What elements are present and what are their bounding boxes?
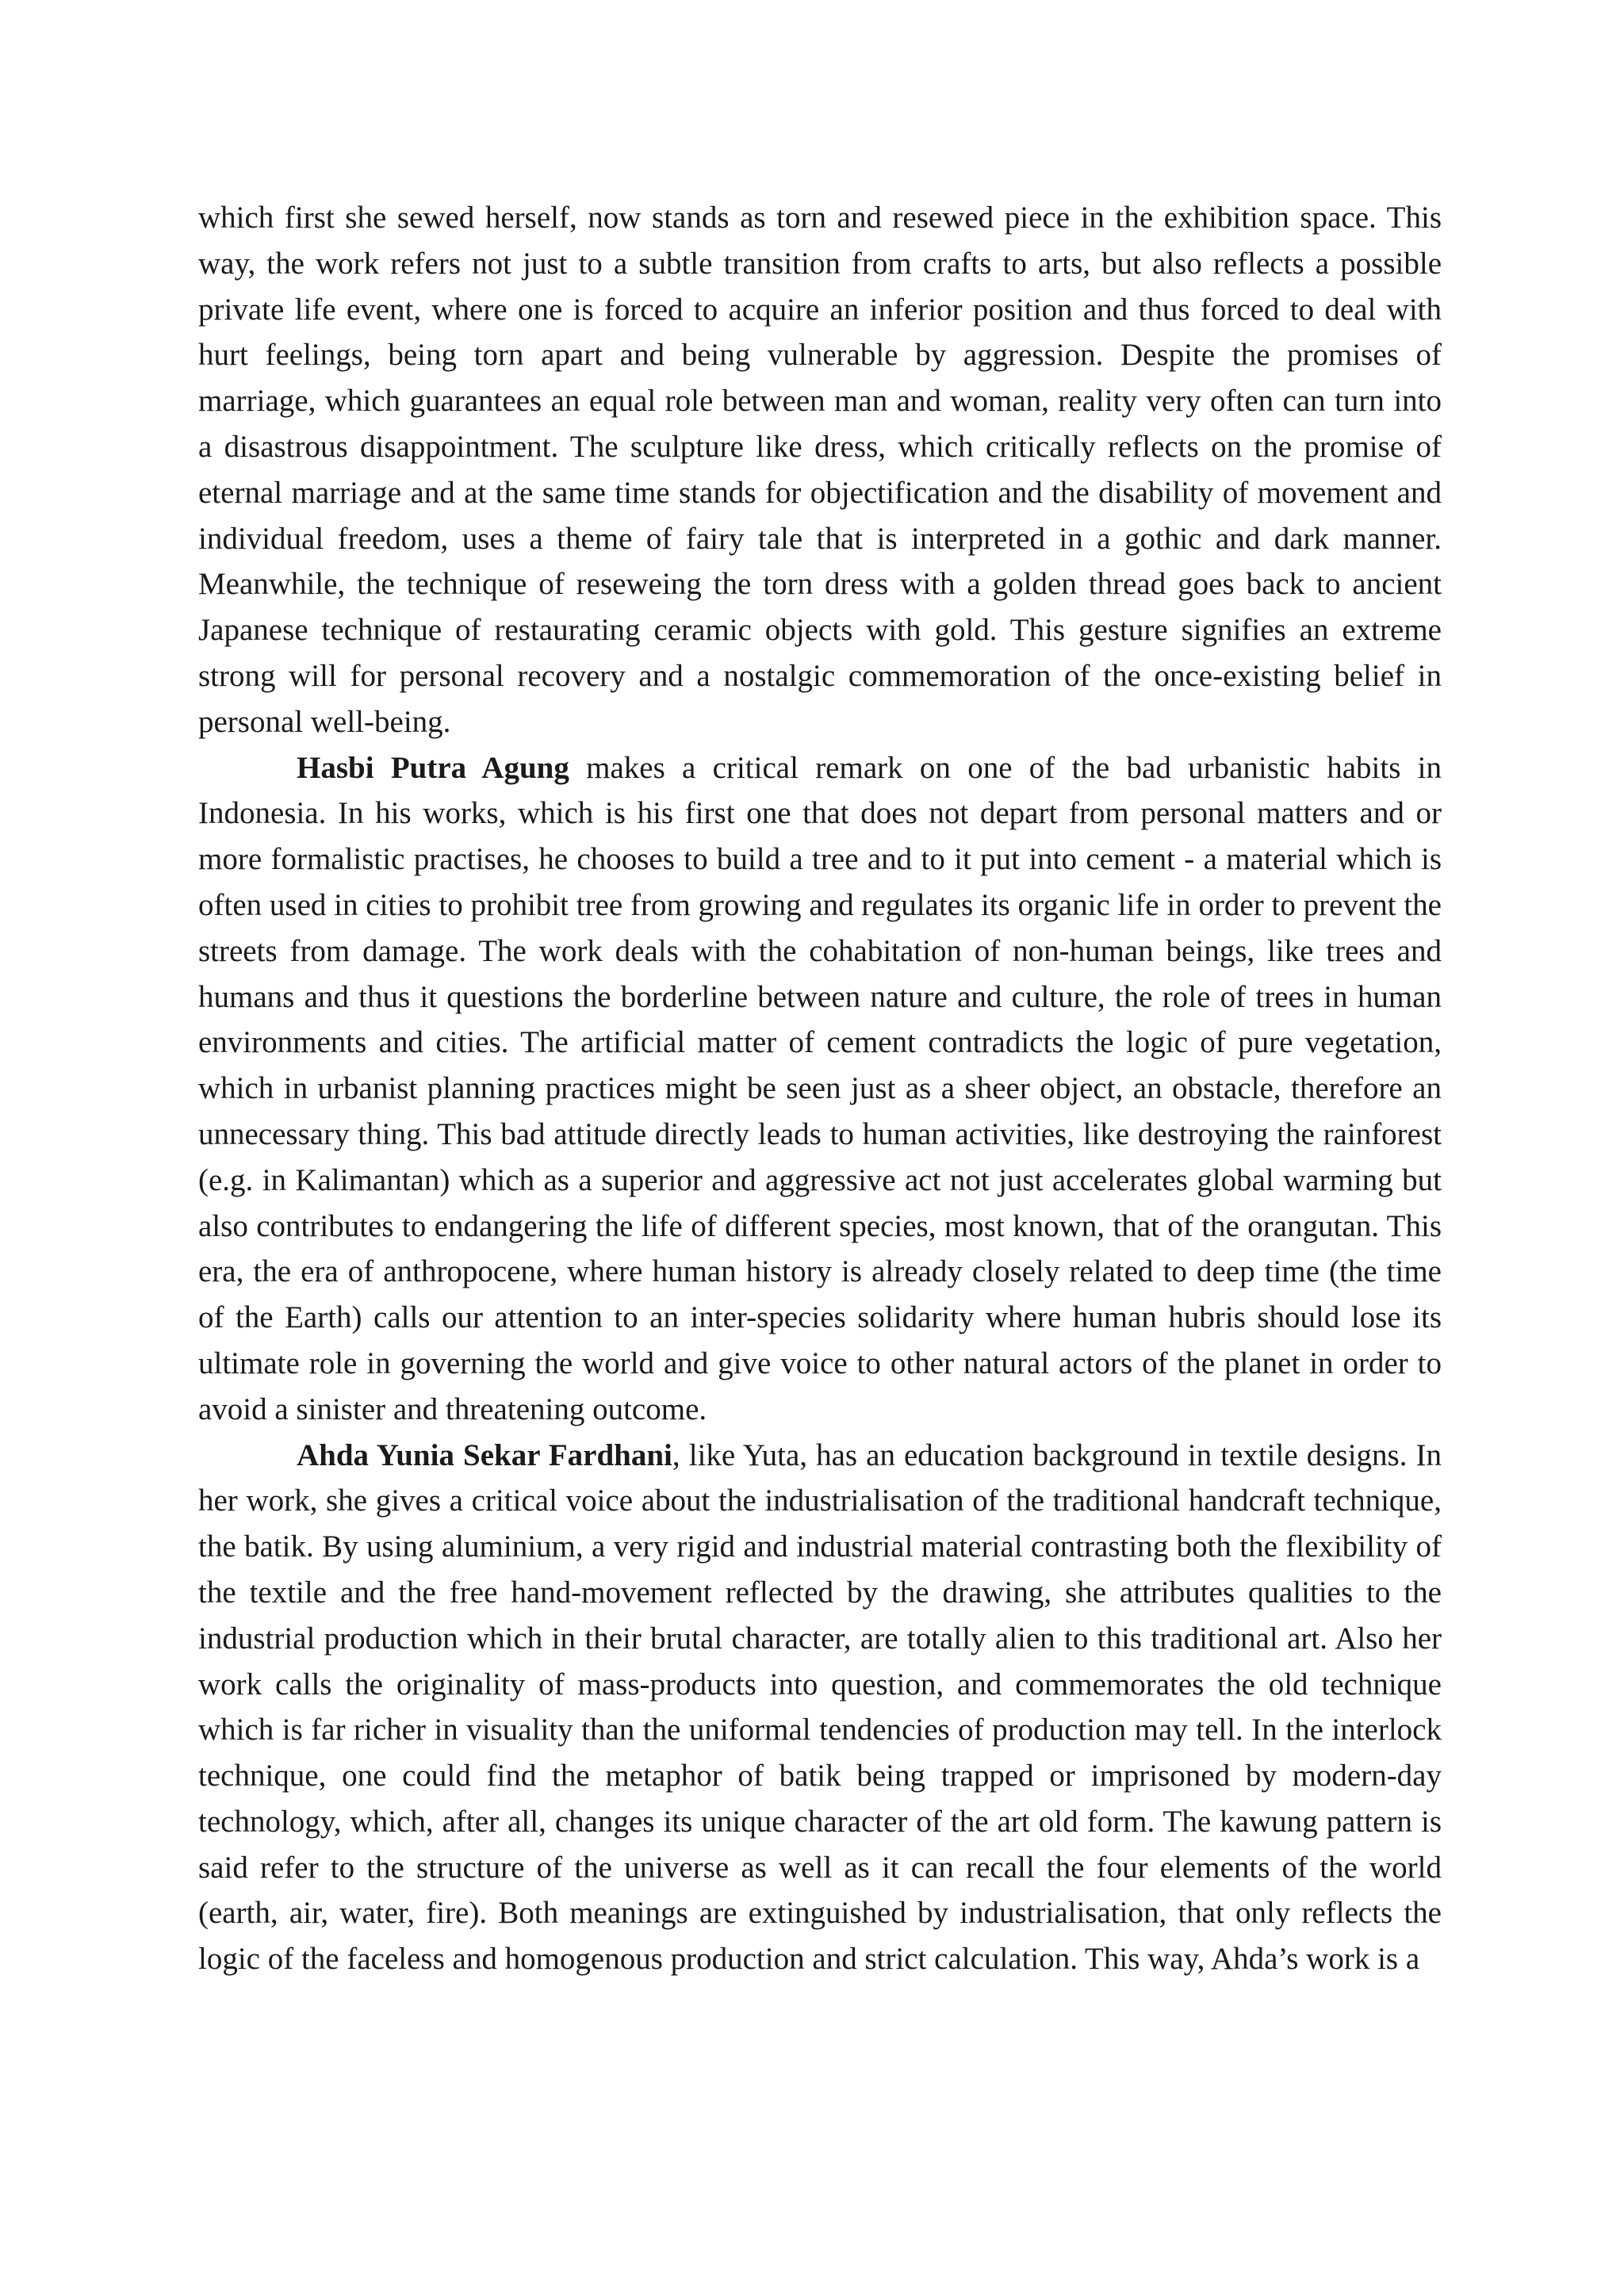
paragraph-text: , like Yuta, has an education background in textile designs. In her work, she gives a critical voice about the industrialisation of the traditional handcraft technique, the batik. By using aluminium, a very rigid and industrial material contrasting both the flexibility of the textile and the free hand-movement reflected by the drawing, she attributes qualities to the industrial production which in their brutal character, are totally alien to this traditional art. Also her work calls the originality of mass-products into question, and commemorates the old technique which is far richer in visuality than the uniformal tendencies of production may tell. In the interlock technique, one could find the metaphor of batik being trapped or imprisoned by modern-day technology, which, after all, changes its unique character of the art old form. The kawung pattern is said refer to the structure of the universe as well as it can recall the four elements of the world (earth, air, water, fire). Both meanings are extinguished by industrialisation, that only reflects the logic of the faceless and homogenous production and strict calculation. This way, Ahda’s work is a xyxy=(198,1438,1442,1977)
paragraph-ahda-yunia-sekar-fardhani xyxy=(198,1433,1442,1983)
paragraph-hasbi-putra-agung xyxy=(198,745,1442,1433)
artist-name: Hasbi Putra Agung xyxy=(297,750,569,785)
document-page xyxy=(198,195,1442,1982)
paragraph-continuation xyxy=(198,195,1442,745)
paragraph-text: makes a critical remark on one of the bad urbanistic habits in Indonesia. In his works, which is his first one that does not depart from personal matters and or more formalistic practises, he chooses to build a tree and to it put into cement - a material which is often used in cities to prohibit tree from growing and regulates its organic life in order to prevent the streets from damage. The work deals with the cohabitation of non-human beings, like trees and humans and thus it questions the borderline between nature and culture, the role of trees in human environments and cities. The artificial matter of cement contradicts the logic of pure vegetation, which in urbanist planning practices might be seen just as a sheer object, an obstacle, therefore an unnecessary thing. This bad attitude directly leads to human activities, like destroying the rainforest (e.g. in Kalimantan) which as a superior and aggressive act not just accelerates global warming but also contributes to endangering the life of different species, most known, that of the orangutan. This era, the era of anthropocene, where human history is already closely related to deep time (the time of the Earth) calls our attention to an inter-species solidarity where human hubris should lose its ultimate role in governing the world and give voice to other natural actors of the planet in order to avoid a sinister and threatening outcome. xyxy=(198,750,1442,1426)
paragraph-text: which first she sewed herself, now stands as torn and resewed piece in the exhibition space. This way, the work refers not just to a subtle transition from crafts to arts, but also reflects a possible private life event, where one is forced to acquire an inferior position and thus forced to deal with hurt feelings, being torn apart and being vulnerable by aggression. Despite the promises of marriage, which guarantees an equal role between man and woman, reality very often can turn into a disastrous disappointment. The sculpture like dress, which critically reflects on the promise of eternal marriage and at the same time stands for objectification and the disability of movement and individual freedom, uses a theme of fairy tale that is interpreted in a gothic and dark manner. Meanwhile, the technique of reseweing the torn dress with a golden thread goes back to ancient Japanese technique of restaurating ceramic objects with gold. This gesture signifies an extreme strong will for personal recovery and a nostalgic commemoration of the once-existing belief in personal well-being. xyxy=(198,201,1442,739)
artist-name: Ahda Yunia Sekar Fardhani xyxy=(297,1438,672,1472)
